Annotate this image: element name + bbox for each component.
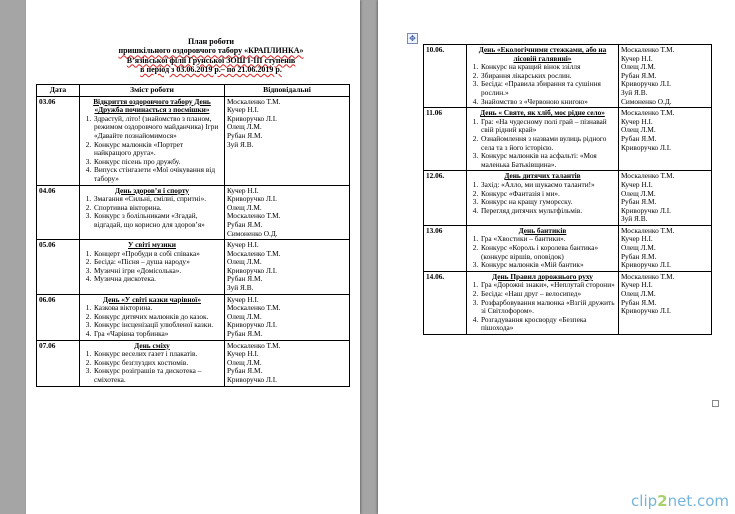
responsible-name: Кучер Н.І. — [227, 185, 259, 195]
activity-list — [469, 118, 616, 170]
row-content — [80, 240, 225, 295]
activity-item: 4. Гра «Чарівна торбинка» — [93, 330, 222, 339]
row-date: 06.06 — [37, 294, 80, 340]
activity-item: 3. Конкурс на кращу гуморєску. — [480, 198, 616, 207]
responsible-name: Криворучко Л.І. — [227, 113, 278, 123]
responsible-name: Криворучко Л.І. — [227, 375, 278, 384]
responsible-name: Криворучко Л.І. — [621, 79, 672, 89]
activity-list — [469, 235, 616, 269]
header-date: Дата — [37, 85, 80, 97]
activity-item: 1. Концерт «Пробуди в собі співака» — [93, 250, 222, 259]
responsible-name: Кучер Н.І. — [227, 105, 259, 115]
activity-list — [469, 281, 616, 333]
activity-item: 1. Конкурс веселих газет і плакатів. — [93, 350, 222, 359]
responsible-name: Олещ Л.М. — [227, 202, 262, 212]
row-date: 12.06. — [424, 171, 467, 226]
row-date: 13.06 — [424, 225, 467, 271]
responsible-name: Рубан Я.М. — [227, 274, 263, 284]
row-content — [80, 96, 225, 185]
row-responsible — [619, 271, 712, 334]
responsible-name: Олещ Л.М. — [227, 257, 262, 267]
row-content — [80, 340, 225, 386]
activity-list — [82, 350, 222, 384]
activity-item: 1. Гра: «На чудесному полі грай – пізнавай свій рідний край» — [480, 118, 616, 135]
responsible-name: Кучер Н.І. — [621, 179, 653, 189]
row-content — [467, 171, 619, 226]
row-date: 03.06 — [37, 96, 80, 185]
responsible-name: Рубан Я.М. — [621, 297, 657, 307]
activity-list — [82, 115, 222, 184]
responsible-name: Москаленко Т.М. — [227, 340, 281, 350]
row-responsible — [225, 96, 350, 185]
table-move-handle-icon[interactable]: ✥ — [407, 33, 418, 44]
responsible-name: Москаленко Т.М. — [227, 248, 281, 258]
row-title: У світі музики — [128, 240, 176, 250]
activity-item: 1. Захід: «Алло, ми шукаємо таланти!» — [480, 181, 616, 190]
table-row — [37, 240, 350, 295]
responsible-name: Рубан Я.М. — [227, 219, 263, 229]
watermark-part-2: 2 — [657, 492, 668, 510]
plan-table-left — [36, 84, 350, 387]
responsible-name: Кучер Н.І. — [227, 294, 259, 304]
responsible-name: Рубан Я.М. — [621, 251, 657, 261]
activity-item: 3. Конкурс пісень про дружбу. — [93, 158, 222, 167]
activity-item: 2. Конкурс малюнків «Портрет найкращого друга». — [93, 141, 222, 158]
responsible-name: Зуй Я.В. — [227, 283, 254, 293]
responsible-name: Криворучко Л.І. — [227, 320, 278, 330]
table-row — [424, 171, 712, 226]
activity-item: 4. Перегляд дитячих мультфільмів. — [480, 207, 616, 216]
table-header-row — [37, 85, 350, 97]
responsible-name: Кучер Н.І. — [227, 240, 259, 250]
activity-item: 3. Бесіда: «Правила збирання та сушіння рослин.» — [480, 80, 616, 97]
activity-list — [469, 181, 616, 215]
activity-item: 2. Збирання лікарських рослин. — [480, 72, 616, 81]
activity-item: 4. Випуск стінгазети «Мої очікування від табору» — [93, 166, 222, 183]
activity-item: 3. Конкурс інсценізації улюбленої казки. — [93, 321, 222, 330]
responsible-name: Рубан Я.М. — [227, 329, 263, 339]
activity-item: 2. Конкурс безглуздих костюмів. — [93, 359, 222, 368]
responsible-name: Олещ Л.М. — [621, 289, 656, 299]
row-date: 05.06 — [37, 240, 80, 295]
responsible-name: Олещ Л.М. — [621, 125, 656, 135]
responsible-name: Олещ Л.М. — [227, 311, 262, 321]
responsible-name: Москаленко Т.М. — [621, 45, 675, 54]
row-content — [467, 225, 619, 271]
responsible-name: Рубан Я.М. — [621, 197, 657, 207]
row-content — [80, 294, 225, 340]
row-content — [467, 45, 619, 108]
table-row — [37, 96, 350, 185]
row-title: День бантиків — [518, 225, 567, 235]
row-date: 07.06 — [37, 340, 80, 386]
responsible-name: Кучер Н.І. — [621, 234, 653, 244]
activity-item: 1. Змагання «Сильні, смілиі, спритні». — [93, 195, 222, 204]
responsible-name: Криворучко Л.І. — [621, 142, 672, 152]
activity-item: 4. Знайомство з «Червоною книгою» — [480, 98, 616, 107]
responsible-name: Криворучко Л.І. — [621, 205, 672, 215]
responsible-name: Зуй Я.В. — [621, 87, 648, 97]
table-resize-handle[interactable] — [712, 400, 719, 407]
responsible-name: Олещ Л.М. — [227, 122, 262, 132]
row-date: 10.06. — [424, 45, 467, 108]
responsible-name: Москаленко Т.М. — [227, 211, 281, 221]
row-responsible — [619, 171, 712, 226]
watermark-logo — [631, 492, 729, 510]
header-content: Зміст роботи — [80, 85, 225, 97]
activity-item: 2. Бесіда: «Пісня – душа народу» — [93, 258, 222, 267]
row-title: День Правил дорожнього руху — [492, 271, 593, 281]
document-title — [66, 37, 356, 74]
table-row — [37, 340, 350, 386]
table-row — [424, 271, 712, 334]
activity-item: 1. Гра «Хвостики – бантики». — [480, 235, 616, 244]
responsible-name: Олещ Л.М. — [621, 62, 656, 72]
responsible-name: Рубан Я.М. — [227, 366, 263, 376]
responsible-name: Симоненко О.Д. — [621, 96, 672, 106]
row-date: 14.06. — [424, 271, 467, 334]
responsible-name: Криворучко Л.І. — [621, 306, 672, 316]
row-title: День «У світі казки чарівної» — [103, 294, 201, 304]
activity-list — [469, 63, 616, 106]
row-date: 11.06 — [424, 108, 467, 171]
title-line-4: в період з 03.06.2019 р.– по 21.06.2019 р. — [140, 64, 282, 74]
plan-table-right — [423, 44, 712, 335]
responsible-name: Криворучко Л.І. — [227, 194, 278, 204]
responsible-name: Рубан Я.М. — [621, 133, 657, 143]
table-row — [424, 225, 712, 271]
activity-item: 3. Конкурс розіграшів та дискотека – сміхотека. — [93, 367, 222, 384]
activity-item: 3. Конкурс малюнків «Мій бантик» — [480, 261, 616, 270]
responsible-name: Москаленко Т.М. — [621, 271, 675, 281]
activity-item: 2. Спортивна вікторина. — [93, 204, 222, 213]
activity-item: 2. Бесіда: «Наш друг – велосипед» — [480, 290, 616, 299]
responsible-name: Олещ Л.М. — [621, 188, 656, 198]
table-row — [424, 45, 712, 108]
responsible-name: Москаленко Т.М. — [621, 225, 675, 235]
activity-item: 4. Розгадування кросворду «Безпека пішохода» — [480, 316, 616, 333]
table-row — [37, 294, 350, 340]
row-responsible — [225, 294, 350, 340]
document-page-right — [378, 0, 735, 514]
header-responsible: Відповідальні — [225, 85, 350, 97]
responsible-name: Симоненко О.Д. — [227, 228, 278, 238]
activity-item: 2. Конкурс «Фантазія і ми». — [480, 190, 616, 199]
responsible-name: Рубан Я.М. — [621, 70, 657, 80]
activity-item: 4. Музична дискотека. — [93, 275, 222, 284]
responsible-name: Олещ Л.М. — [621, 243, 656, 253]
responsible-name: Олещ Л.М. — [227, 357, 262, 367]
row-responsible — [225, 340, 350, 386]
activity-item: 2. Ознайомлення з назвами вулиць рідного села та з його історією. — [480, 135, 616, 152]
watermark-part-3: net.com — [667, 492, 729, 510]
title-line-1: План роботи — [187, 37, 235, 46]
row-responsible — [619, 108, 712, 171]
table-row — [37, 185, 350, 240]
activity-list — [82, 195, 222, 229]
responsible-name: Кучер Н.І. — [621, 53, 653, 63]
row-title: День дитячих талантів — [504, 171, 581, 181]
responsible-name: Криворучко Л.І. — [227, 265, 278, 275]
row-content — [467, 108, 619, 171]
activity-item: 1. Здрастуй, літо! (знайомство з планом, режимом оздоровчого майданчика) Ігри «Давайте познайомимося» — [93, 115, 222, 141]
row-date: 04.06 — [37, 185, 80, 240]
responsible-name: Москаленко Т.М. — [227, 96, 281, 106]
row-title: День «Екологічними стежками, або на лісовій галявині» — [478, 45, 607, 63]
row-responsible — [225, 240, 350, 295]
row-title: День здоров’я і спорту — [114, 185, 190, 195]
row-title: День « Святе, як хліб, моє рідне село» — [480, 108, 605, 118]
document-page-left — [26, 0, 360, 514]
activity-item: 3. Музичні ігри «Домісолька». — [93, 267, 222, 276]
activity-item: 1. Конкурс на кращий вінок ззілля — [480, 63, 616, 72]
activity-list — [82, 304, 222, 338]
table-row — [424, 108, 712, 171]
responsible-name: Рубан Я.М. — [227, 130, 263, 140]
responsible-name: Зуй Я.В. — [621, 214, 648, 224]
row-title: День сміху — [134, 340, 170, 350]
responsible-name: Кучер Н.І. — [227, 349, 259, 359]
row-title: Відкриття оздоровчого табору День «Дружба починається з посмішки» — [93, 96, 211, 115]
responsible-name: Москаленко Т.М. — [621, 108, 675, 118]
responsible-name: Москаленко Т.М. — [227, 303, 281, 313]
responsible-name: Кучер Н.І. — [621, 280, 653, 290]
activity-list — [82, 250, 222, 284]
activity-item: 1. Гра «Дорожні знаки», «Неплутай сторони» — [480, 281, 616, 290]
title-line-2: пришкільного оздоровчого табору «КРАПЛИНКА» — [118, 46, 304, 56]
responsible-name: Кучер Н.І. — [621, 116, 653, 126]
activity-item: 2. Конкурс дитячих малюнків до казок. — [93, 313, 222, 322]
activity-item: 3. Розфарбовування малюнка «Взгій дружить зі Світлофором». — [480, 299, 616, 316]
row-responsible — [225, 185, 350, 240]
responsible-name: Криворучко Л.І. — [621, 260, 672, 270]
row-responsible — [619, 225, 712, 271]
row-content — [80, 185, 225, 240]
responsible-name: Зуй Я.В. — [227, 139, 254, 149]
row-responsible — [619, 45, 712, 108]
row-content — [467, 271, 619, 334]
title-line-3: В’язівської філії Грунської ЗОШ І-ІІІ ступенів — [126, 55, 296, 65]
responsible-name: Москаленко Т.М. — [621, 171, 675, 181]
activity-item: 3. Конкурс з болільниками «Згадай, відгадай, що корисно для здоров’я» — [93, 212, 222, 229]
activity-item: 1. Казкова вікторина. — [93, 304, 222, 313]
activity-item: 3. Конкурс малюнків на асфальті: «Моя маленька Батьківщина». — [480, 152, 616, 169]
watermark-part-1: clip — [631, 492, 658, 510]
activity-item: 2. Конкурс «Король і королева бантика» (конкурс віршів, оповідок) — [480, 244, 616, 261]
